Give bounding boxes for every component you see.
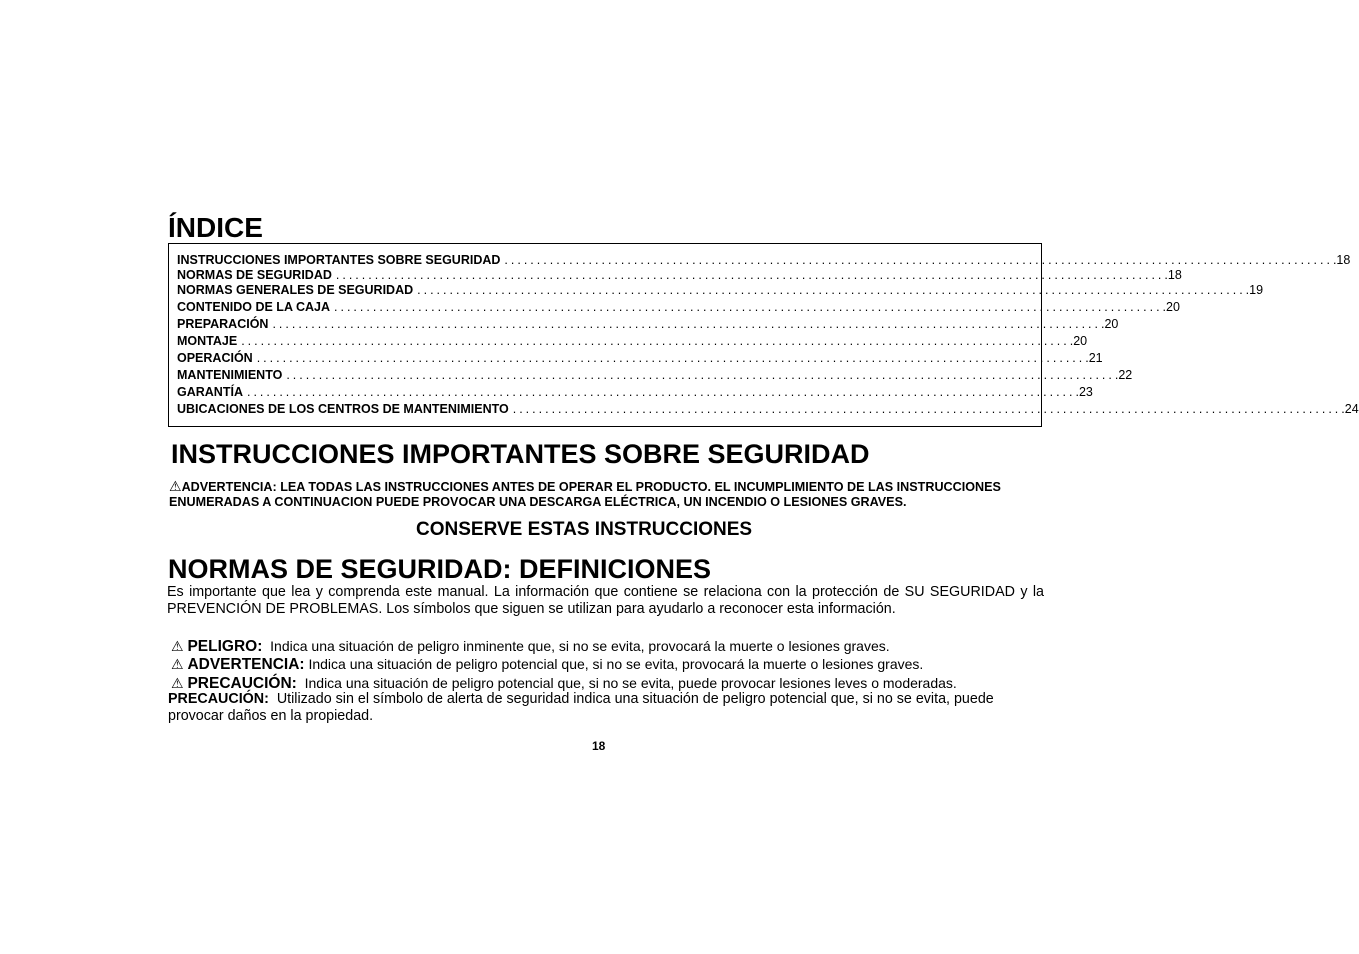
toc-label: NORMAS DE SEGURIDAD [177,268,332,282]
toc-label: PREPARACIÓN [177,317,269,331]
toc-page: .18 [1332,253,1351,267]
warning-icon: ⚠ [171,656,184,672]
toc-label: MONTAJE [177,334,238,348]
definition-text: Utilizado sin el símbolo de alerta de seguridad indica una situación de peligro potencial que, si no se evita, puede provocar daños en la propiedad. [168,691,994,724]
toc-entry[interactable] [177,367,1133,384]
important-heading: INSTRUCCIONES IMPORTANTES SOBRE SEGURIDAD [171,439,870,469]
toc-label: GARANTÍA [177,385,243,399]
index-title: ÍNDICE [168,212,263,243]
toc-label: CONTENIDO DE LA CAJA [177,300,331,314]
definition-precaucion-plain [168,691,1044,725]
toc-leader: ................................................................................................................................ [272,317,1101,331]
definition-text: Indica una situación de peligro potencial que, si no se evita, puede provocar lesiones leves o moderadas. [304,675,957,691]
toc-page: .24 [1341,402,1359,416]
warning-icon: ⚠ [171,675,184,691]
toc-label: UBICACIONES DE LOS CENTROS DE MANTENIMIENTO [177,402,509,416]
toc-label: NORMAS GENERALES DE SEGURIDAD [177,283,414,297]
toc-entry[interactable] [177,401,1359,418]
warning-icon: ⚠ [169,478,182,494]
toc-page: .20 [1162,300,1180,314]
toc-entry[interactable] [177,316,1119,333]
definitions-heading: NORMAS DE SEGURIDAD: DEFINICIONES [168,554,712,584]
toc-entry[interactable] [177,350,1103,367]
toc-page: .23 [1075,385,1093,399]
page-number: 18 [592,739,606,753]
toc-entry[interactable] [177,384,1093,401]
toc-page: .18 [1164,268,1182,282]
toc-leader: ................................................................................................................................ [417,283,1246,297]
toc-leader: ................................................................................................................................ [335,268,1165,282]
toc-leader: ................................................................................................................................ [512,402,1342,416]
definition-term: PRECAUCIÓN: [168,691,269,707]
toc-entry[interactable] [177,333,1088,350]
toc-leader: ................................................................................................................................ [504,253,1333,267]
toc-page: .22 [1114,368,1133,382]
toc-page: .20 [1069,334,1088,348]
toc-entry[interactable] [177,299,1180,316]
definition-advertencia [171,654,923,675]
warning-text: ADVERTENCIA: LEA TODAS LAS INSTRUCCIONES ANTES DE OPERAR EL PRODUCTO. EL INCUMPLIMIENTO DE LAS INSTRUCCIONES ENUMERADAS A CONTINUACION PUEDE PROVOCAR UNA DESCARGA ELÉCTRICA, UN INCENDIO O LESIONES GRAVES. [169,480,1001,509]
toc-page: .20 [1100,317,1119,331]
conserve-heading: CONSERVE ESTAS INSTRUCCIONES [416,519,753,540]
toc-entry[interactable] [177,282,1264,299]
toc-page: .21 [1085,351,1103,365]
definition-term: PRECAUCIÓN: [187,675,297,692]
toc-leader: ................................................................................................................................ [241,334,1070,348]
toc-leader: ................................................................................................................................ [334,300,1163,314]
definitions-intro: Es importante que lea y comprenda este manual. La información que contiene se relaciona con la protección de SU SEGURIDAD y la PREVENCIÓN DE PROBLEMAS. Los símbolos que siguen se utilizan para ayudarlo a reconocer esta información. [167,584,1044,617]
toc-label: MANTENIMIENTO [177,368,283,382]
warning-icon: ⚠ [171,638,184,654]
toc-label: INSTRUCCIONES IMPORTANTES SOBRE SEGURIDAD [177,253,501,267]
definition-term: ADVERTENCIA: [187,656,305,673]
toc-page: .19 [1245,283,1264,297]
toc-leader: ................................................................................................................................ [256,351,1086,365]
definition-text: Indica una situación de peligro potencial que, si no se evita, provocará la muerte o lesiones graves. [308,656,924,672]
toc-leader: ................................................................................................................................ [246,385,1076,399]
definition-term: PELIGRO: [187,638,263,655]
toc-label: OPERACIÓN [177,351,253,365]
toc-leader: ................................................................................................................................ [286,368,1115,382]
warning-paragraph [169,479,1049,510]
table-of-contents [168,243,1359,427]
definition-text: Indica una situación de peligro inminente que, si no se evita, provocará la muerte o lesiones graves. [270,638,890,654]
